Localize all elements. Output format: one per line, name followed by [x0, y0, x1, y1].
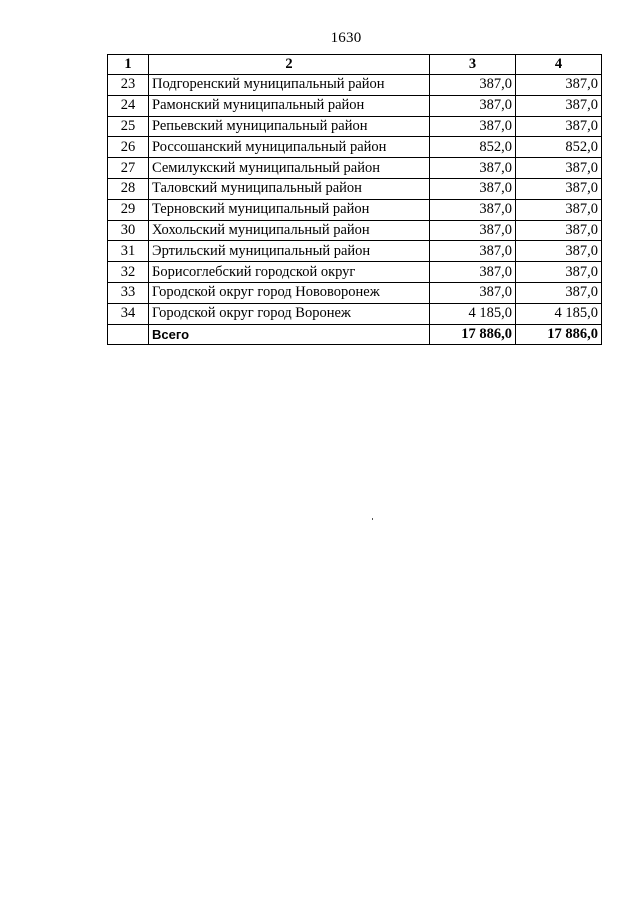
municipality-name: Хохольский муниципальный район — [149, 220, 430, 241]
value-col3: 4 185,0 — [430, 303, 516, 324]
total-row-number — [108, 324, 149, 345]
value-col4: 387,0 — [516, 220, 602, 241]
total-label: Всего — [149, 324, 430, 345]
row-number: 24 — [108, 95, 149, 116]
row-number: 23 — [108, 75, 149, 96]
page-number: 1630 — [330, 30, 362, 46]
value-col3: 387,0 — [430, 262, 516, 283]
municipality-name: Репьевский муниципальный район — [149, 116, 430, 137]
municipality-name: Городской округ город Воронеж — [149, 303, 430, 324]
value-col4: 387,0 — [516, 282, 602, 303]
municipality-name: Подгоренский муниципальный район — [149, 75, 430, 96]
value-col4: 4 185,0 — [516, 303, 602, 324]
value-col4: 387,0 — [516, 199, 602, 220]
table-row — [108, 241, 602, 262]
total-value-col4: 17 886,0 — [516, 324, 602, 345]
row-number: 29 — [108, 199, 149, 220]
total-value-col3: 17 886,0 — [430, 324, 516, 345]
row-number: 32 — [108, 262, 149, 283]
total-row — [108, 324, 602, 345]
municipality-name: Эртильский муниципальный район — [149, 241, 430, 262]
row-number: 25 — [108, 116, 149, 137]
table-row — [108, 75, 602, 96]
municipality-name: Россошанский муниципальный район — [149, 137, 430, 158]
column-header-2: 2 — [149, 55, 430, 75]
municipality-name: Рамонский муниципальный район — [149, 95, 430, 116]
row-number: 34 — [108, 303, 149, 324]
value-col3: 387,0 — [430, 178, 516, 199]
value-col3: 387,0 — [430, 116, 516, 137]
value-col4: 387,0 — [516, 116, 602, 137]
allocation-table — [107, 54, 602, 345]
value-col3: 387,0 — [430, 75, 516, 96]
municipality-name: Таловский муниципальный район — [149, 178, 430, 199]
table-row — [108, 199, 602, 220]
table-row — [108, 282, 602, 303]
table-row — [108, 178, 602, 199]
table-row — [108, 158, 602, 179]
value-col4: 387,0 — [516, 75, 602, 96]
table-row — [108, 95, 602, 116]
table-row — [108, 262, 602, 283]
scan-speck — [372, 518, 373, 520]
row-number: 26 — [108, 137, 149, 158]
row-number: 33 — [108, 282, 149, 303]
table-row — [108, 116, 602, 137]
municipality-name: Терновский муниципальный район — [149, 199, 430, 220]
row-number: 30 — [108, 220, 149, 241]
column-header-4: 4 — [516, 55, 602, 75]
value-col3: 387,0 — [430, 95, 516, 116]
municipality-name: Городской округ город Нововоронеж — [149, 282, 430, 303]
row-number: 27 — [108, 158, 149, 179]
value-col4: 387,0 — [516, 262, 602, 283]
value-col3: 852,0 — [430, 137, 516, 158]
row-number: 31 — [108, 241, 149, 262]
value-col3: 387,0 — [430, 199, 516, 220]
value-col4: 387,0 — [516, 178, 602, 199]
municipality-name: Борисоглебский городской округ — [149, 262, 430, 283]
value-col3: 387,0 — [430, 158, 516, 179]
value-col4: 387,0 — [516, 158, 602, 179]
value-col3: 387,0 — [430, 220, 516, 241]
value-col4: 387,0 — [516, 241, 602, 262]
column-header-3: 3 — [430, 55, 516, 75]
row-number: 28 — [108, 178, 149, 199]
value-col3: 387,0 — [430, 241, 516, 262]
value-col3: 387,0 — [430, 282, 516, 303]
value-col4: 852,0 — [516, 137, 602, 158]
value-col4: 387,0 — [516, 95, 602, 116]
table-row — [108, 220, 602, 241]
table-header-row — [108, 55, 602, 75]
table-row — [108, 303, 602, 324]
column-header-1: 1 — [108, 55, 149, 75]
municipality-name: Семилукский муниципальный район — [149, 158, 430, 179]
table-row — [108, 137, 602, 158]
